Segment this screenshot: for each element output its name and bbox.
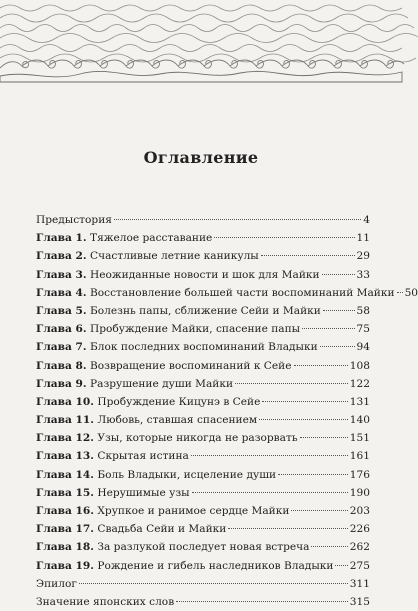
chapter-number: Глава 17.	[36, 523, 94, 536]
toc-entry-label	[36, 575, 77, 593]
chapter-title: Разрушение души Майки	[90, 377, 234, 390]
toc-entry-label	[36, 466, 276, 484]
chapter-number: Глава 3.	[36, 268, 87, 281]
chapter-title: Эпилог	[36, 577, 77, 590]
toc-entry	[36, 338, 370, 356]
page-number: 226	[349, 523, 370, 536]
toc-entry-label	[36, 266, 320, 284]
chapter-title: Блок последних воспоминаний Владыки	[90, 341, 318, 354]
toc-entry	[36, 484, 370, 502]
toc-entry	[36, 593, 370, 611]
toc-entry-label	[36, 375, 233, 393]
dot-leader	[192, 492, 348, 493]
dot-leader	[278, 474, 348, 475]
chapter-title: Скрытая истина	[97, 450, 189, 463]
chapter-number: Глава 6.	[36, 323, 87, 336]
toc-entry	[36, 320, 370, 338]
toc-entry	[36, 557, 370, 575]
chapter-title: Счастливые летние каникулы	[90, 250, 259, 263]
page-number: 4	[363, 214, 370, 226]
dot-leader	[294, 365, 348, 366]
table-of-contents	[36, 211, 418, 611]
toc-entry-label	[36, 393, 260, 411]
page-number: 131	[349, 395, 370, 408]
chapter-title: Нерушимые узы	[97, 486, 190, 499]
wave-pattern-header	[0, 0, 402, 82]
toc-entry-label	[36, 502, 289, 520]
chapter-title: Возвращение воспоминаний к Сейе	[90, 359, 292, 372]
dot-leader	[300, 437, 348, 438]
chapter-number: Глава 9.	[36, 377, 87, 390]
toc-entry-label	[36, 538, 309, 556]
dot-leader	[259, 419, 348, 420]
page-number: 275	[349, 559, 370, 572]
chapter-title: За разлукой последует новая встреча	[97, 541, 310, 554]
chapter-number: Глава 16.	[36, 505, 94, 517]
page-title: Оглавление	[143, 148, 259, 167]
page-number: 176	[349, 468, 370, 481]
toc-entry	[36, 357, 370, 375]
dot-leader	[191, 455, 348, 456]
toc-entry	[36, 375, 370, 393]
chapter-number: Глава 2.	[36, 250, 87, 263]
toc-entry-label	[36, 320, 300, 338]
toc-entry-label	[36, 593, 174, 611]
toc-entry	[36, 229, 370, 247]
chapter-title: Узы, которые никогда не разорвать	[97, 432, 298, 445]
page-number: 108	[349, 359, 370, 372]
page-number: 262	[349, 541, 370, 554]
page-number: 311	[349, 577, 370, 590]
page-number: 33	[356, 268, 370, 281]
page-number: 58	[356, 304, 370, 317]
chapter-title: Хрупкое и ранимое сердце Майки	[97, 505, 290, 517]
chapter-title: Рождение и гибель наследников Владыки	[97, 559, 334, 572]
dot-leader	[320, 346, 355, 347]
toc-entry-label	[36, 211, 112, 229]
toc-entry-label	[36, 520, 226, 538]
toc-entry-label	[36, 357, 292, 375]
page-number: 122	[349, 377, 370, 390]
chapter-title: Свадьба Сейи и Майки	[97, 523, 227, 536]
chapter-title: Болезнь папы, сближение Сейи и Майки	[90, 304, 321, 317]
page-number: 75	[356, 323, 370, 336]
chapter-title: Пробуждение Кицунэ в Сейе	[97, 395, 261, 408]
dot-leader	[114, 219, 361, 220]
chapter-title: Любовь, ставшая спасением	[97, 414, 258, 427]
toc-entry-label	[36, 284, 395, 302]
chapter-title: Значение японских слов	[36, 595, 175, 608]
dot-leader	[235, 383, 348, 384]
toc-entry	[36, 266, 370, 284]
dot-leader	[176, 601, 348, 602]
dot-leader	[311, 546, 347, 547]
toc-entry-label	[36, 247, 259, 265]
dot-leader	[291, 510, 347, 511]
dot-leader	[214, 237, 354, 238]
chapter-number: Глава 7.	[36, 341, 87, 354]
chapter-number: Глава 14.	[36, 468, 94, 481]
toc-entry	[36, 447, 370, 465]
toc-entry-label	[36, 447, 189, 465]
toc-entry	[36, 211, 370, 229]
page-number: 190	[349, 486, 370, 499]
dot-leader	[335, 565, 347, 566]
chapter-number: Глава 11.	[36, 414, 94, 427]
chapter-title: Неожиданные новости и шок для Майки	[90, 268, 320, 281]
toc-entry	[36, 393, 370, 411]
toc-entry	[36, 429, 370, 447]
toc-entry	[36, 247, 370, 265]
toc-entry-label	[36, 338, 318, 356]
dot-leader	[79, 583, 348, 584]
chapter-number: Глава 1.	[36, 232, 87, 245]
chapter-number: Глава 12.	[36, 432, 94, 445]
page-number: 140	[349, 414, 370, 427]
toc-entry	[36, 411, 370, 429]
page-number: 161	[349, 450, 370, 463]
toc-entry	[36, 466, 370, 484]
page-number: 94	[356, 341, 370, 354]
toc-entry	[36, 284, 418, 302]
chapter-number: Глава 4.	[36, 286, 87, 299]
toc-entry-label	[36, 557, 333, 575]
page-number: 29	[356, 250, 370, 263]
page-number: 151	[349, 432, 370, 445]
chapter-number: Глава 13.	[36, 450, 94, 463]
page-number: 50	[404, 286, 418, 299]
chapter-number: Глава 18.	[36, 541, 94, 554]
chapter-number: Глава 8.	[36, 359, 87, 372]
toc-entry-label	[36, 302, 321, 320]
dot-leader	[322, 274, 355, 275]
chapter-title: Боль Владыки, исцеление души	[97, 468, 277, 481]
chapter-number: Глава 10.	[36, 395, 94, 408]
chapter-title: Пробуждение Майки, спасение папы	[90, 323, 301, 336]
dot-leader	[323, 310, 355, 311]
toc-entry	[36, 575, 370, 593]
toc-entry-label	[36, 429, 298, 447]
toc-entry	[36, 538, 370, 556]
chapter-number: Глава 15.	[36, 486, 94, 499]
page-number: 315	[349, 595, 370, 608]
page-number: 203	[349, 505, 370, 517]
chapter-title: Восстановление большей части воспоминаний Майки	[90, 286, 395, 299]
dot-leader	[302, 328, 354, 329]
toc-entry	[36, 502, 370, 520]
chapter-title: Предыстория	[36, 214, 112, 226]
dot-leader	[261, 255, 355, 256]
chapter-title: Тяжелое расставание	[90, 232, 213, 245]
chapter-number: Глава 5.	[36, 304, 87, 317]
dot-leader	[228, 528, 347, 529]
toc-entry	[36, 302, 370, 320]
toc-entry-label	[36, 411, 257, 429]
dot-leader	[397, 292, 403, 293]
dot-leader	[262, 401, 347, 402]
toc-entry-label	[36, 229, 212, 247]
chapter-number: Глава 19.	[36, 559, 94, 572]
toc-entry-label	[36, 484, 190, 502]
toc-entry	[36, 520, 370, 538]
page-number: 11	[356, 232, 370, 245]
